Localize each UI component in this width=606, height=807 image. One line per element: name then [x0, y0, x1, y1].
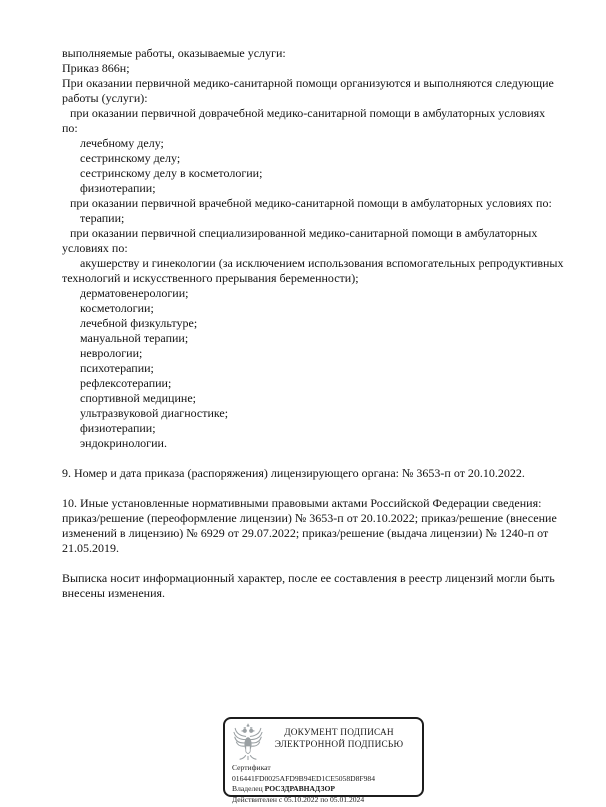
- stamp-title-line1: ДОКУМЕНТ ПОДПИСАН: [284, 728, 394, 738]
- document-line: спортивной медицине;: [80, 391, 196, 405]
- document-line: при оказании первичной специализированной медико-санитарной помощи в амбулаторных: [70, 226, 538, 240]
- certificate-line: [232, 763, 415, 784]
- document-line: при оказании первичной доврачебной медико-санитарной помощи в амбулаторных условиях: [70, 106, 546, 120]
- digital-signature-stamp: [223, 717, 424, 804]
- document-line: эндокринологии.: [80, 436, 167, 450]
- document-line: психотерапии;: [80, 361, 154, 375]
- document-line: ультразвуковой диагностике;: [80, 406, 229, 420]
- document-line: рефлексотерапии;: [80, 376, 172, 390]
- document-line: дерматовенерологии;: [80, 286, 189, 300]
- roszdravnadzor-eagle-icon: [232, 723, 264, 761]
- document-line: по:: [62, 121, 78, 135]
- document-line: 10. Иные установленные нормативными правовыми актами Российской Федерации сведения:: [62, 496, 542, 510]
- document-line: 21.05.2019.: [62, 541, 119, 555]
- document-line: физиотерапии;: [80, 421, 156, 435]
- document-line: 9. Номер и дата приказа (распоряжения) лицензирующего органа: № 3653-п от 20.10.2022.: [62, 466, 525, 480]
- document-line: акушерству и гинекологии (за исключением использования вспомогательных репродуктивных: [80, 256, 564, 270]
- document-body-text: [62, 46, 563, 601]
- stamp-title-line2: ЭЛЕКТРОННОЙ ПОДПИСЬЮ: [274, 739, 404, 750]
- document-line: внесены изменения.: [62, 586, 166, 600]
- document-line: лечебному делу;: [80, 136, 164, 150]
- document-line: условиях по:: [62, 241, 128, 255]
- document-line: сестринскому делу в косметологии;: [80, 166, 263, 180]
- document-line: Выписка носит информационный характер, после ее составления в реестр лицензий могли быть: [62, 571, 555, 585]
- document-line: терапии;: [80, 211, 125, 225]
- document-line: технологий и искусственного прерывания беременности);: [62, 271, 359, 285]
- owner-line: [232, 784, 415, 795]
- document-line: физиотерапии;: [80, 181, 156, 195]
- document-line: Приказ 866н;: [62, 61, 130, 75]
- validity-line: Действителен с 05.10.2022 по 05.01.2024: [232, 794, 365, 804]
- document-line: мануальной терапии;: [80, 331, 189, 345]
- certificate-value: 016441FD0025AFD9B94ED1CE5058D8F984: [232, 773, 376, 783]
- stamp-title: [264, 723, 414, 751]
- stamp-details: [225, 761, 422, 805]
- document-line: изменений в лицензию) № 6929 от 29.07.2022; приказ/решение (выдача лицензии) № 1240-п от: [62, 526, 549, 540]
- document-line: неврологии;: [80, 346, 143, 360]
- document-line: при оказании первичной врачебной медико-санитарной помощи в амбулаторных условиях по:: [70, 196, 552, 210]
- document-line: выполняемые работы, оказываемые услуги:: [62, 46, 286, 60]
- document-line: лечебной физкультуре;: [80, 316, 198, 330]
- owner-label: Владелец: [232, 784, 263, 793]
- document-line: сестринскому делу;: [80, 151, 181, 165]
- certificate-label: Сертификат: [232, 763, 271, 772]
- document-line: косметологии;: [80, 301, 154, 315]
- document-line: приказ/решение (переоформление лицензии) № 3653-п от 20.10.2022; приказ/решение (внесение: [62, 511, 557, 525]
- document-line: работы (услуги):: [62, 91, 148, 105]
- document-line: При оказании первичной медико-санитарной помощи организуются и выполняются следующие: [62, 76, 554, 90]
- owner-value: РОСЗДРАВНАДЗОР: [264, 784, 336, 793]
- stamp-header: [225, 719, 422, 761]
